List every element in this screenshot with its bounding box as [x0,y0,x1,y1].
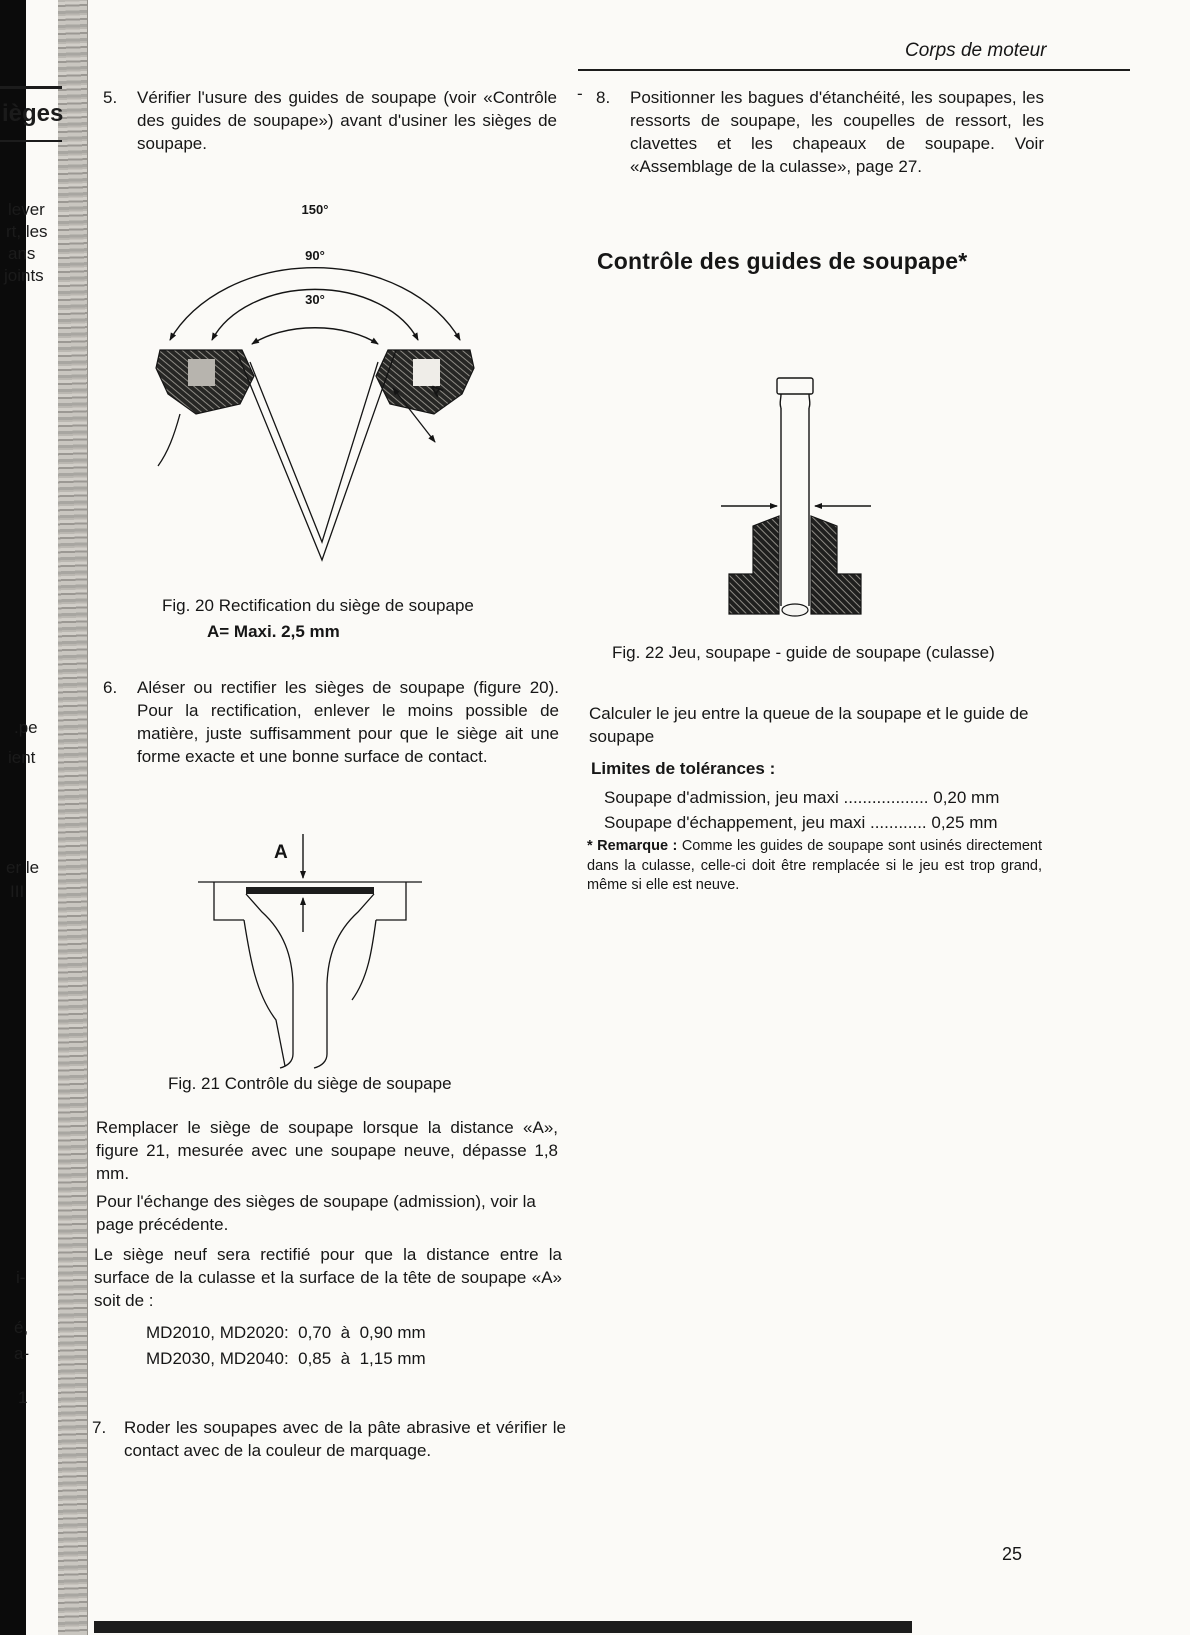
fig22-stem-tip [782,604,808,616]
margin-fragment: III [10,882,25,901]
footnote-remark-label: * Remarque : [587,838,678,854]
margin-fragment: 1 [18,1388,28,1407]
fig20-valve-seat-drawing [150,198,480,590]
footnote-remark [587,837,1042,896]
paragraph-seat-exchange: Pour l'échange des sièges de soupape (admission), voir la page précédente. [96,1192,536,1234]
fig21-valve-outline [198,882,422,1068]
fig20-subcaption: A= Maxi. 2,5 mm [207,622,340,641]
paragraph-new-seat: Le siège neuf sera rectifié pour que la distance entre la surface de la culasse et la surface de la tête de soupape «A» soit de : [94,1245,562,1310]
fig22-guide-sections [729,516,861,614]
spec-md2010-md2020: MD2010, MD2020: 0,70 à 0,90 mm [146,1323,426,1342]
item-7-number: 7. [92,1418,107,1437]
item-5-number: 5. [103,88,118,107]
fig20-caption: Fig. 20 Rectification du siège de soupape [162,596,474,615]
footnote-remark-text: Comme les guides de soupape sont usinés directement dans la culasse, celle-ci doit être remplacée si le jeu est trop grand, même si elle est neuve. [587,838,1043,893]
margin-fragment: joints [4,266,44,285]
paragraph-calculate-clearance: Calculer le jeu entre la queue de la soupape et le guide de soupape [589,704,1029,746]
spec-md2030-md2040: MD2030, MD2040: 0,85 à 1,15 mm [146,1349,426,1368]
fig22-valve-guide-drawing [695,370,905,632]
fig20-angle-150-label: 150° [301,202,329,217]
margin-box-rule-bottom [0,140,62,142]
fig22-caption: Fig. 22 Jeu, soupape - guide de soupape (culasse) [612,643,995,662]
fig21-valve-seat-check-drawing [190,832,430,1070]
item-5-text: Vérifier l'usure des guides de soupape (voir «Contrôle des guides de soupape») avant d'usiner les sièges de soupape. [137,88,557,153]
margin-box-rule-top [0,86,62,89]
margin-fragment: lever [8,200,45,219]
fig21-caption: Fig. 21 Contrôle du siège de soupape [168,1074,452,1093]
section-title: Contrôle des guides de soupape* [597,248,968,274]
tolerances-heading: Limites de tolérances : [591,759,776,778]
item-7-text: Roder les soupapes avec de la pâte abrasive et vérifier le contact avec de la couleur de marquage. [124,1418,566,1460]
margin-fragment: .pe [14,718,38,737]
tolerance-intake: Soupape d'admission, jeu maxi .................. 0,20 mm [604,788,1000,807]
margin-fragment: rt, les [6,222,48,241]
item-6-number: 6. [103,678,118,697]
margin-fragment: ans [8,244,36,263]
margin-fragment: é, [14,1318,29,1337]
page-number: 25 [1002,1544,1023,1564]
margin-fragment: a- [14,1344,30,1363]
fig20-angle-30-label: 30° [305,292,325,307]
margin-fragment: ient [8,748,36,767]
binding-strip [58,0,88,1635]
fig20-dimension-a-label: A [426,380,448,401]
tolerance-exhaust: Soupape d'échappement, jeu maxi ............ 0,25 mm [604,813,998,832]
item-8-text: Positionner les bagues d'étanchéité, les soupapes, les ressorts de soupape, les coupelles de ressort, les clavettes et les chapeaux de soupape. Voir «Assemblage de la culasse», page 27. [630,88,1044,176]
fig20-seat-sections [156,350,474,414]
margin-fragment: er le [6,858,40,877]
paragraph-replace-seat: Remplacer le siège de soupape lorsque la distance «A», figure 21, mesurée avec une soupape neuve, dépasse 1,8 mm. [96,1118,558,1183]
running-header: Corps de moteur [905,40,1047,61]
fig20-angle-90-label: 90° [305,248,325,263]
item-8-tickmark: - [577,84,583,103]
item-6-text: Aléser ou rectifier les sièges de soupape (figure 20). Pour la rectification, enlever le moins possible de matière, juste suffisamment pour que le siège ait une forme exacte et une bonne surface de contact. [137,678,559,766]
item-8-number: 8. [596,88,611,107]
fig21-dimension-a-label: A [274,842,288,863]
margin-fragment: ièges [2,100,64,127]
margin-fragment: i- [16,1268,26,1287]
scan-bottom-bar [94,1621,912,1633]
fig22-valve-stem [777,378,813,606]
header-rule [578,69,1130,71]
